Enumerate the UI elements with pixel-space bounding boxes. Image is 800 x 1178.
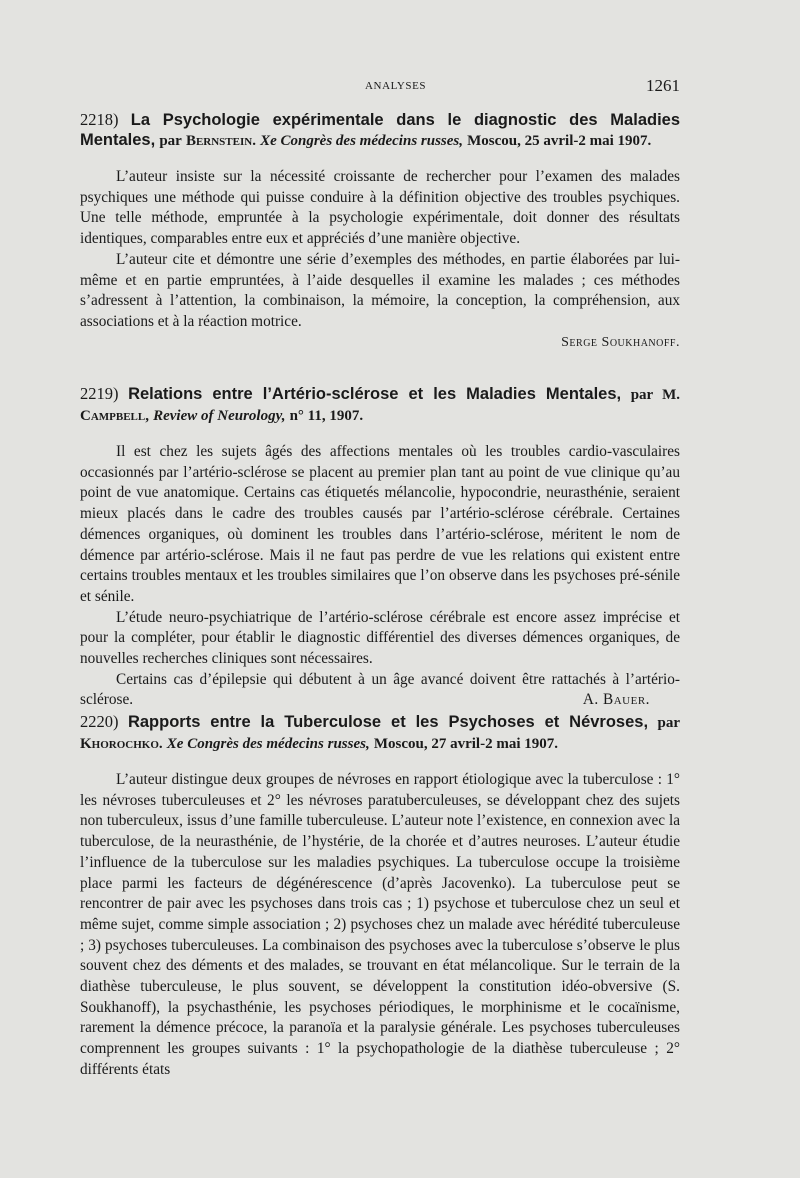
article-signature: A. Bauer.	[582, 691, 650, 709]
article-place-date: Moscou, 25 avril-2 mai 1907.	[467, 133, 652, 149]
paragraph	[80, 670, 680, 711]
paragraph: L’étude neuro-psychiatrique de l’artério-sclérose cérébrale est encore assez imprécise et pour la compléter, pour établir le diagnostic différentiel des diverses démences organiques, de nouvelles recherches cliniques sont nécessaires.	[80, 608, 680, 668]
paragraph: L’auteur insiste sur la nécessité croissante de rechercher pour l’examen des malades psychiques une méthode qui puisse conduire à la définition objective des troubles psychiques. Une telle méthode, empruntée à la psychologie expérimentale, doit donner des résultats identiques, comparables entre eux et appréciés d’une manière objective.	[80, 168, 680, 248]
article-source-prefix: par M.	[630, 387, 681, 403]
article-source: Review of Neurology,	[153, 408, 286, 424]
article-author: Khorochko.	[80, 736, 163, 752]
article-author: Bernstein.	[185, 133, 256, 149]
article-body	[80, 770, 680, 1081]
article-source: Xe Congrès des médecins russes,	[260, 133, 464, 149]
article-place-date: Moscou, 27 avril-2 mai 1907.	[373, 736, 558, 752]
article-heading	[80, 110, 680, 151]
article-2220	[80, 712, 680, 1081]
running-header	[80, 76, 680, 98]
paragraph: L’auteur distingue deux groupes de névroses en rapport étiologique avec la tuberculose : 1° les névroses tuberculeuses et 2° les névroses paratuberculeuses, se développant chez des sujets non tuberculeux, issus d’une famille tuberculeuse. L’auteur note l’existence, en connexion avec la tuberculose, de la neurasthénie, de l’hystérie, de la chorée et d’autres neuroses. L’auteur étudie l’influence de la tuberculose sur les maladies psychiques. La tuberculose occupe la troisième place parmi les facteurs de dégénérescence (d’après Jacovenko). La tuberculose peut se rencontrer de pair avec les psychoses dans trois cas ; 1) psychose et tuberculose chez un seul et même sujet, comme simple association ; 2) psychoses chez un malade avec hérédité tuberculeuse ; 3) psychoses tuberculeuses. La combinaison des psychoses avec la tuberculose s’observe le plus souvent chez des déments et des malades, se trouvant en état mélancolique. Sur le terrain de la diathèse tuberculeuse, le plus souvent, se développent la constitution idéo-obversive (S. Soukhanoff), la psychasthénie, les psychoses périodiques, le morphinisme et le cocaïnisme, rarement la démence précoce, la paranoïa et la paralysie générale. Les psychoses tuberculeuses comprennent les groupes suivants : 1° la psychopathologie de la diathèse tuberculeuse ; 2° différents états	[80, 771, 680, 1078]
article-2219	[80, 384, 680, 711]
article-title: La Psychologie expérimentale dans le diagnostic des Maladies Mentales,	[80, 111, 681, 149]
article-body	[80, 442, 680, 711]
article-signature-line	[80, 333, 680, 353]
article-title: Rapports entre la Tuberculose et les Psychoses et Névroses,	[127, 713, 649, 731]
article-number: 2218)	[80, 110, 119, 129]
article-author: Campbell,	[80, 408, 149, 424]
article-signature: Serge Soukhanoff.	[561, 334, 680, 350]
article-source-prefix: par	[159, 133, 182, 149]
article-number: 2219)	[80, 384, 119, 403]
page-number: 1261	[646, 76, 680, 95]
article-number: 2220)	[80, 712, 119, 731]
article-source: Xe Congrès des médecins russes,	[166, 736, 370, 752]
article-2218	[80, 110, 680, 353]
paragraph: L’auteur cite et démontre une série d’exemples des méthodes, en partie élaborées par lui-même et en partie empruntées, à l’aide desquelles il examine les malades ; ces méthodes s’adressent à l’attention, la combinaison, la mémoire, la conception, la compréhension, aux associations et à la réaction motrice.	[80, 250, 680, 330]
article-heading	[80, 384, 680, 426]
paragraph: Il est chez les sujets âgés des affections mentales où les troubles cardio-vasculaires occasionnés par l’artério-sclérose se placent au premier plan tant au point de vue clinique qu’au point de vue anatomique. Certains cas étiquetés mélancolie, hypocondrie, neurasthénie, seraient mieux placés dans le cadre des troubles causés par l’artério-sclérose cérébrale. Certaines démences organiques, où dominent les troubles dans l’artério-sclérose, méritent le nom de démence par artério-sclérose. Mais il ne faut pas perdre de vue les relations qui existent entre certains troubles mentaux et les troubles similaires que l’on observe dans les psychoses pré-sénile et sénile.	[80, 443, 680, 605]
article-source-prefix: par	[657, 715, 680, 731]
article-heading	[80, 712, 680, 754]
article-title: Relations entre l’Artério-sclérose et les Maladies Mentales,	[128, 385, 622, 403]
article-body	[80, 167, 680, 333]
article-place-date: n° 11, 1907.	[289, 408, 364, 424]
section-title: ANALYSES	[365, 80, 427, 92]
paragraph-text: Certains cas d’épilepsie qui débutent à un âge avancé doivent être rattachés à l’artério-sclérose.	[80, 670, 680, 709]
